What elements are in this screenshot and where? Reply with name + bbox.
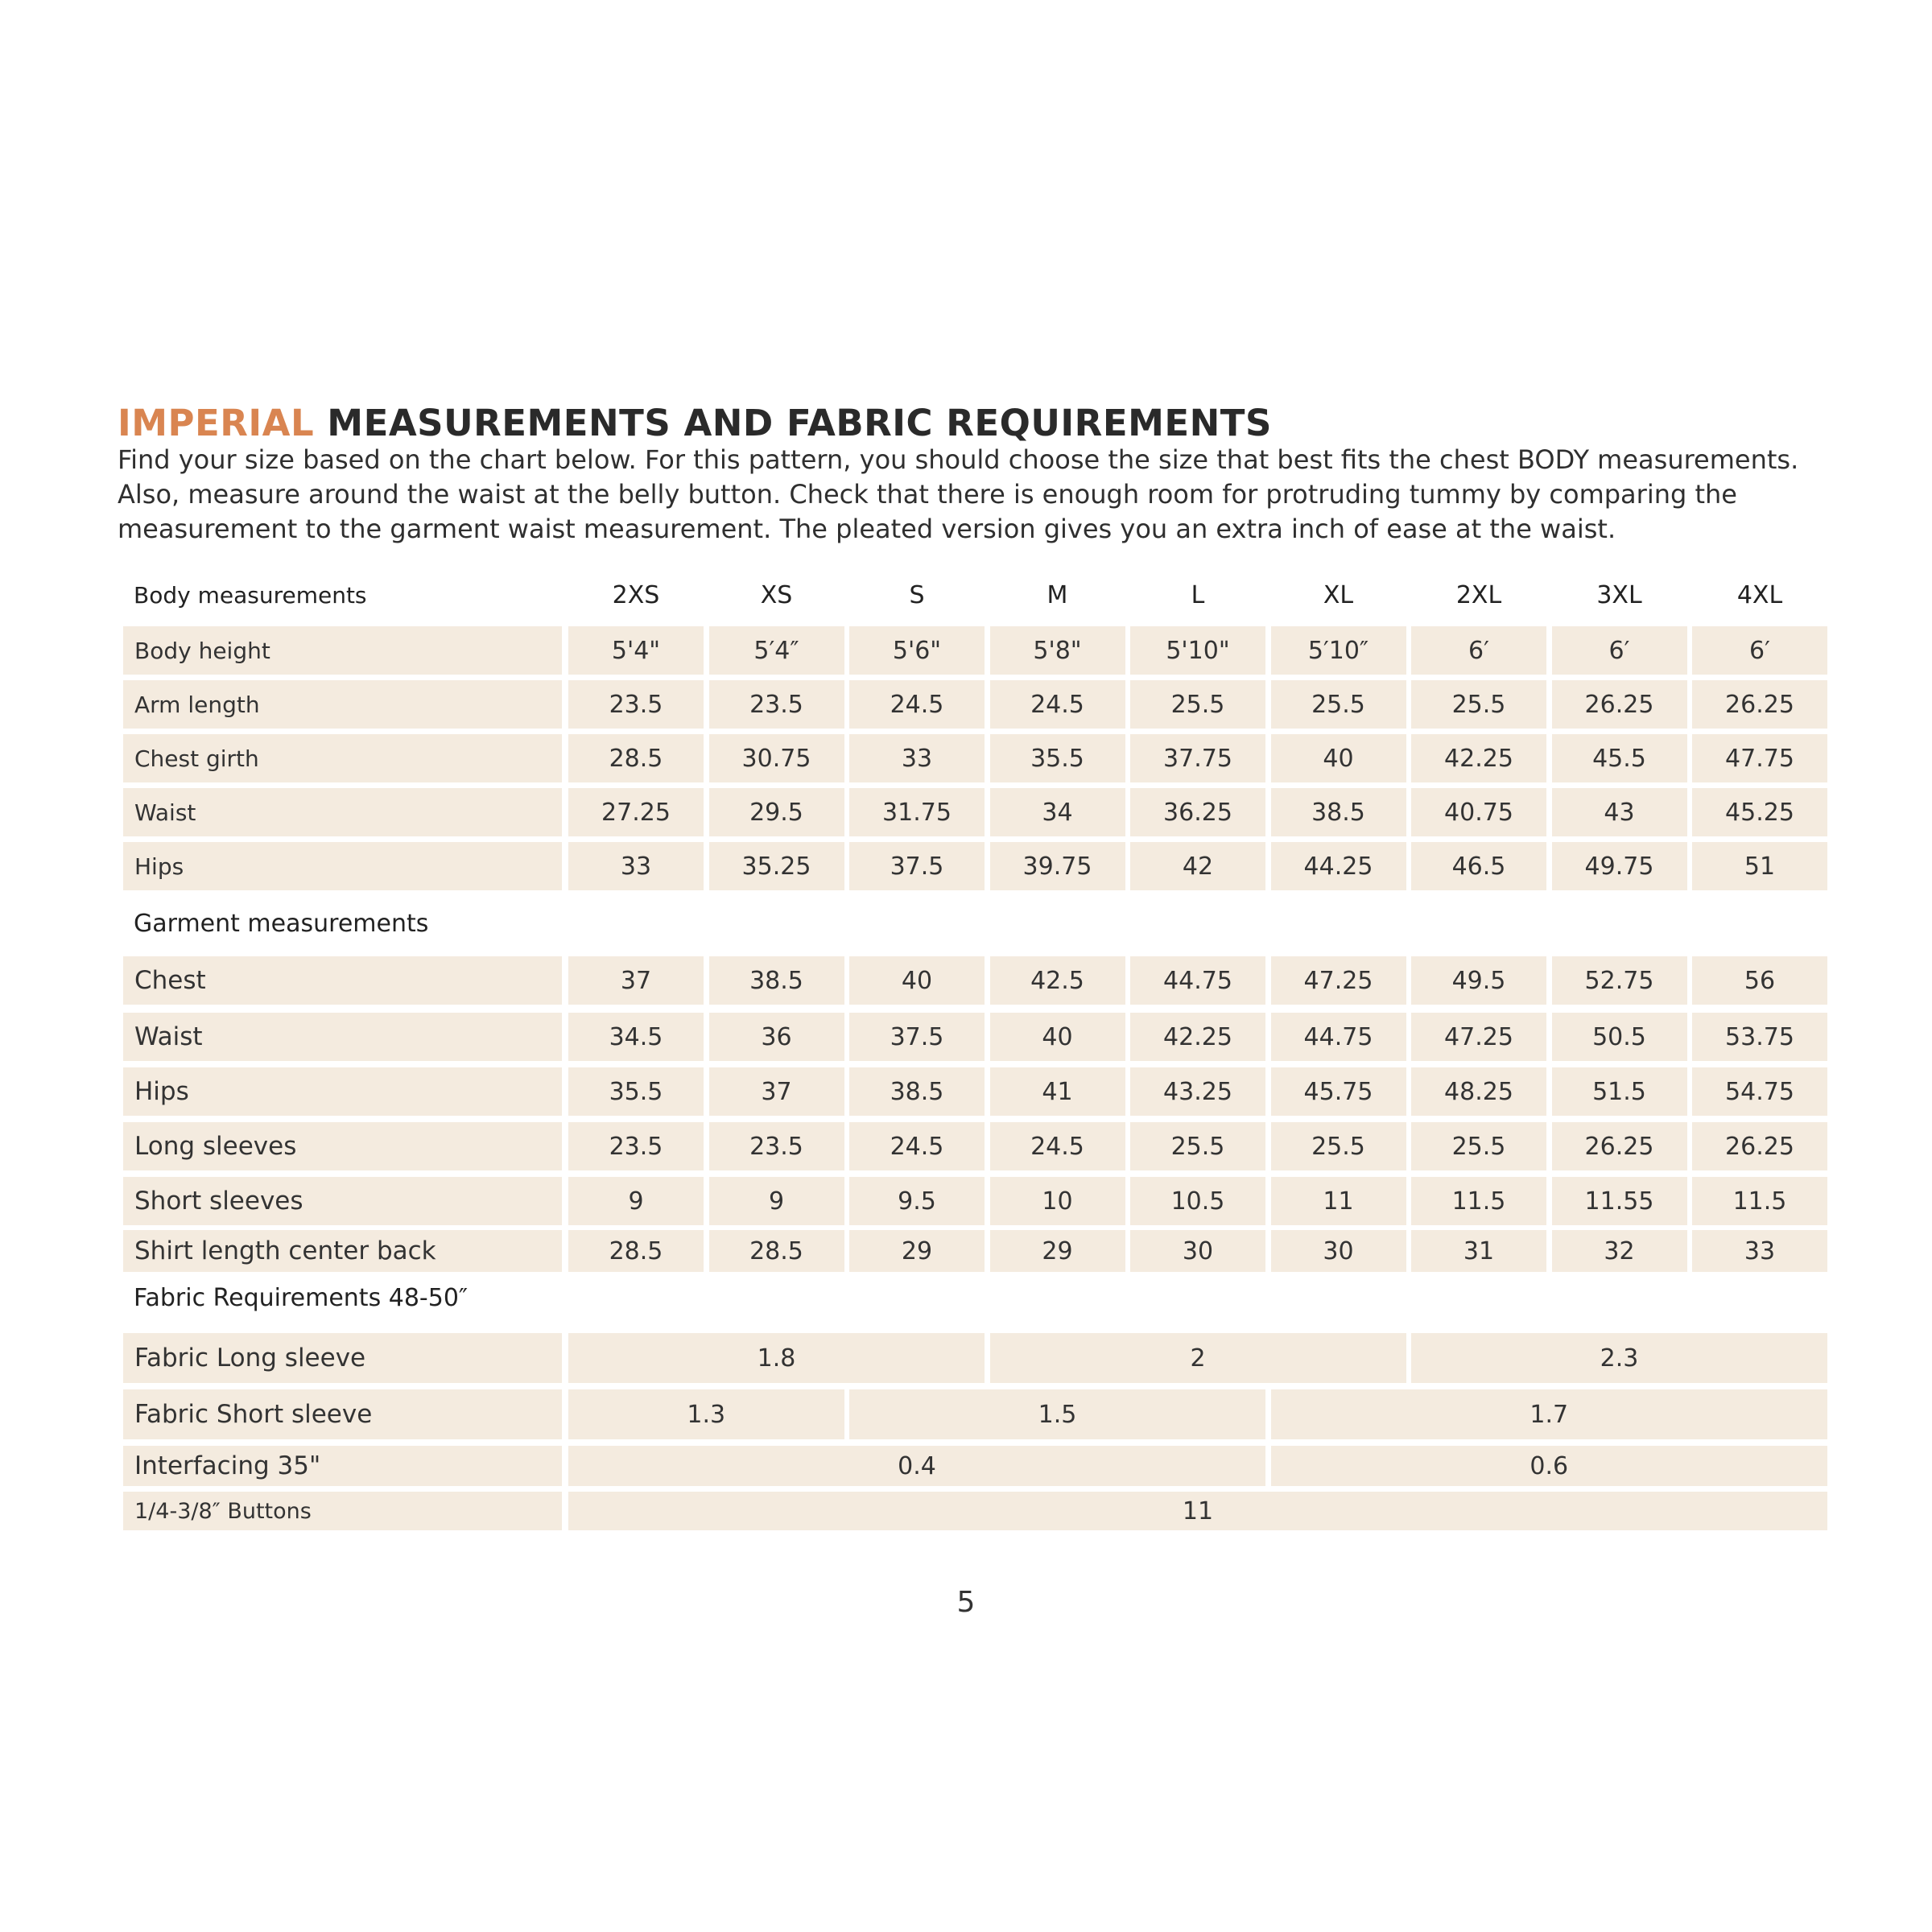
fabric-cell: 2.3: [1411, 1333, 1827, 1383]
table-cell: 6′: [1692, 626, 1827, 675]
table-cell: 53.75: [1692, 1013, 1827, 1061]
row-label: Hips: [123, 1067, 562, 1116]
table-cell: 37.5: [849, 842, 985, 890]
table-cell: 9: [709, 1177, 844, 1225]
fabric-cell: 1.8: [568, 1333, 985, 1383]
table-cell: 44.75: [1271, 1013, 1406, 1061]
table-cell: 38.5: [849, 1067, 985, 1116]
table-cell: 25.5: [1411, 1122, 1546, 1170]
table-cell: 51.5: [1552, 1067, 1687, 1116]
table-cell: 48.25: [1411, 1067, 1546, 1116]
table-cell: 9.5: [849, 1177, 985, 1225]
table-cell: 5'8": [990, 626, 1125, 675]
table-cell: 5′10″: [1271, 626, 1406, 675]
table-cell: 31.75: [849, 788, 985, 836]
table-cell: 42: [1130, 842, 1265, 890]
table-cell: 30: [1130, 1230, 1265, 1272]
row-label: Fabric Long sleeve: [123, 1333, 562, 1383]
intro-line: Also, measure around the waist at the belly button. Check that there is enough room for protruding tummy by comparing the: [118, 479, 1737, 510]
table-cell: 24.5: [990, 680, 1125, 729]
table-cell: 9: [568, 1177, 704, 1225]
table-cell: 40: [849, 956, 985, 1005]
size-header-l: L: [1191, 580, 1205, 609]
table-cell: 30: [1271, 1230, 1406, 1272]
table-cell: 47.75: [1692, 734, 1827, 782]
table-cell: 10: [990, 1177, 1125, 1225]
table-cell: 23.5: [709, 680, 844, 729]
table-cell: 5′4″: [709, 626, 844, 675]
table-cell: 32: [1552, 1230, 1687, 1272]
table-cell: 47.25: [1271, 956, 1406, 1005]
table-cell: 43.25: [1130, 1067, 1265, 1116]
title-rest: MEASUREMENTS AND FABRIC REQUIREMENTS: [314, 402, 1272, 444]
table-cell: 26.25: [1552, 1122, 1687, 1170]
row-label: Short sleeves: [123, 1177, 562, 1225]
row-label: Waist: [123, 788, 562, 836]
table-cell: 35.25: [709, 842, 844, 890]
table-cell: 51: [1692, 842, 1827, 890]
table-cell: 27.25: [568, 788, 704, 836]
table-cell: 11.55: [1552, 1177, 1687, 1225]
intro-line: measurement to the garment waist measurement. The pleated version gives you an extra inch of ease at the waist.: [118, 514, 1616, 544]
table-cell: 54.75: [1692, 1067, 1827, 1116]
size-header-xl: XL: [1323, 580, 1354, 609]
table-cell: 33: [849, 734, 985, 782]
fabric-cell: 2: [990, 1333, 1406, 1383]
row-label: Waist: [123, 1013, 562, 1061]
table-cell: 37: [709, 1067, 844, 1116]
row-label: Body height: [123, 626, 562, 675]
table-cell: 47.25: [1411, 1013, 1546, 1061]
table-cell: 56: [1692, 956, 1827, 1005]
table-cell: 5'6": [849, 626, 985, 675]
table-cell: 33: [1692, 1230, 1827, 1272]
table-cell: 28.5: [709, 1230, 844, 1272]
fabric-cell: 1.7: [1271, 1389, 1828, 1439]
table-cell: 24.5: [849, 1122, 985, 1170]
table-cell: 33: [568, 842, 704, 890]
table-cell: 29: [849, 1230, 985, 1272]
table-cell: 44.75: [1130, 956, 1265, 1005]
table-cell: 23.5: [568, 1122, 704, 1170]
size-header-4xl: 4XL: [1736, 580, 1783, 609]
size-header-3xl: 3XL: [1596, 580, 1642, 609]
table-cell: 5'4": [568, 626, 704, 675]
table-cell: 24.5: [849, 680, 985, 729]
table-cell: 50.5: [1552, 1013, 1687, 1061]
table-cell: 49.75: [1552, 842, 1687, 890]
table-cell: 38.5: [1271, 788, 1406, 836]
table-cell: 40: [990, 1013, 1125, 1061]
table-cell: 40.75: [1411, 788, 1546, 836]
fabric-cell: 0.6: [1271, 1446, 1828, 1486]
table-cell: 23.5: [709, 1122, 844, 1170]
table-cell: 24.5: [990, 1122, 1125, 1170]
table-cell: 6′: [1552, 626, 1687, 675]
table-cell: 30.75: [709, 734, 844, 782]
fabric-cell: 11: [568, 1492, 1827, 1530]
body-measurements-header: Body measurements: [134, 581, 367, 609]
table-cell: 43: [1552, 788, 1687, 836]
table-cell: 36: [709, 1013, 844, 1061]
table-cell: 25.5: [1271, 680, 1406, 729]
row-label: Chest: [123, 956, 562, 1005]
size-header-s: S: [909, 580, 925, 609]
table-cell: 49.5: [1411, 956, 1546, 1005]
table-cell: 36.25: [1130, 788, 1265, 836]
table-cell: 37.75: [1130, 734, 1265, 782]
size-header-2xl: 2XL: [1455, 580, 1502, 609]
table-cell: 31: [1411, 1230, 1546, 1272]
row-label: Chest girth: [123, 734, 562, 782]
size-header-xs: XS: [760, 580, 793, 609]
table-cell: 23.5: [568, 680, 704, 729]
table-cell: 29: [990, 1230, 1125, 1272]
table-cell: 25.5: [1130, 1122, 1265, 1170]
table-cell: 6′: [1411, 626, 1546, 675]
table-cell: 37.5: [849, 1013, 985, 1061]
table-cell: 25.5: [1130, 680, 1265, 729]
table-cell: 35.5: [568, 1067, 704, 1116]
title-accent: IMPERIAL: [118, 402, 315, 444]
table-cell: 11.5: [1692, 1177, 1827, 1225]
table-cell: 5'10": [1130, 626, 1265, 675]
table-cell: 46.5: [1411, 842, 1546, 890]
garment-measurements-header: Garment measurements: [134, 909, 429, 938]
size-header-m: M: [1046, 580, 1068, 609]
table-cell: 26.25: [1552, 680, 1687, 729]
table-cell: 42.25: [1130, 1013, 1265, 1061]
table-cell: 42.25: [1411, 734, 1546, 782]
fabric-cell: 1.3: [568, 1389, 844, 1439]
table-cell: 44.25: [1271, 842, 1406, 890]
table-cell: 52.75: [1552, 956, 1687, 1005]
table-cell: 25.5: [1411, 680, 1546, 729]
table-cell: 39.75: [990, 842, 1125, 890]
table-cell: 42.5: [990, 956, 1125, 1005]
table-cell: 37: [568, 956, 704, 1005]
row-label: Fabric Short sleeve: [123, 1389, 562, 1439]
page-number: 5: [956, 1586, 976, 1619]
table-cell: 45.5: [1552, 734, 1687, 782]
fabric-requirements-header: Fabric Requirements 48-50″: [134, 1283, 469, 1312]
table-cell: 35.5: [990, 734, 1125, 782]
row-label: Arm length: [123, 680, 562, 729]
table-cell: 26.25: [1692, 680, 1827, 729]
table-cell: 41: [990, 1067, 1125, 1116]
row-label: 1/4-3/8″ Buttons: [123, 1492, 562, 1530]
table-cell: 45.25: [1692, 788, 1827, 836]
table-cell: 11.5: [1411, 1177, 1546, 1225]
table-cell: 34.5: [568, 1013, 704, 1061]
table-cell: 28.5: [568, 1230, 704, 1272]
row-label: Shirt length center back: [123, 1230, 562, 1272]
table-cell: 25.5: [1271, 1122, 1406, 1170]
table-cell: 10.5: [1130, 1177, 1265, 1225]
table-cell: 29.5: [709, 788, 844, 836]
row-label: Hips: [123, 842, 562, 890]
table-cell: 38.5: [709, 956, 844, 1005]
intro-line: Find your size based on the chart below. For this pattern, you should choose the size that best fits the chest BODY measurements.: [118, 444, 1799, 475]
table-cell: 40: [1271, 734, 1406, 782]
table-cell: 45.75: [1271, 1067, 1406, 1116]
fabric-cell: 0.4: [568, 1446, 1265, 1486]
fabric-cell: 1.5: [849, 1389, 1265, 1439]
table-cell: 11: [1271, 1177, 1406, 1225]
table-cell: 26.25: [1692, 1122, 1827, 1170]
size-header-2xs: 2XS: [612, 580, 660, 609]
table-cell: 28.5: [568, 734, 704, 782]
table-cell: 34: [990, 788, 1125, 836]
row-label: Interfacing 35": [123, 1446, 562, 1486]
row-label: Long sleeves: [123, 1122, 562, 1170]
